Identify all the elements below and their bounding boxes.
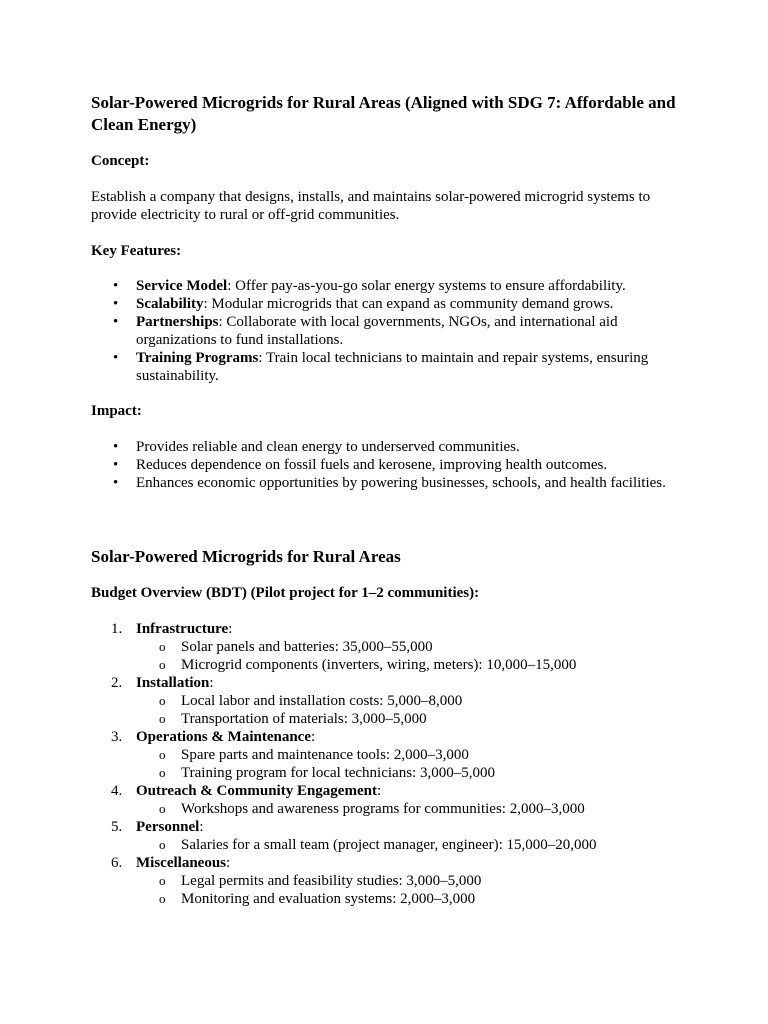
circle-bullet-icon: o [159, 765, 166, 780]
bullet-icon: • [113, 439, 119, 455]
budget-subitem: o Microgrid components (inverters, wiring, meters): 10,000–15,000 [159, 657, 577, 673]
budget-subitems [136, 638, 691, 674]
feature-term: Service Model [136, 278, 228, 294]
category-name: Miscellaneous [136, 855, 226, 871]
budget-category: 5. Personnel: o Salaries for a small team (project manager, engineer): 15,000–20,000 [91, 818, 691, 854]
budget-category: 2. Installation: o Local labor and installation costs: 5,000–8,000 o Transportation of materials: 3,000–5,000 [91, 674, 691, 728]
budget-subitem: o Solar panels and batteries: 35,000–55,000 [159, 639, 433, 655]
budget-subitems [136, 836, 691, 854]
budget-category: 1. Infrastructure: o Solar panels and batteries: 35,000–55,000 o Microgrid components (inverters, wiring, meters): 10,000–15,000 [91, 620, 691, 674]
budget-category: 4. Outreach & Community Engagement: o Workshops and awareness programs for communities: 2,000–3,000 [91, 782, 691, 818]
circle-bullet-icon: o [159, 891, 166, 906]
category-name: Infrastructure [136, 621, 229, 637]
circle-bullet-icon: o [159, 837, 166, 852]
feature-text: : Train local technicians to maintain and repair systems, ensuring sustainability. [136, 350, 649, 384]
budget-subitem: o Salaries for a small team (project manager, engineer): 15,000–20,000 [159, 837, 597, 853]
budget-subitems [136, 692, 691, 728]
feature-item [91, 349, 691, 385]
budget-subitem: o Monitoring and evaluation systems: 2,000–3,000 [159, 891, 476, 907]
feature-item [91, 295, 691, 313]
bullet-icon: • [113, 314, 119, 330]
budget-subitem: o Legal permits and feasibility studies: 3,000–5,000 [159, 873, 482, 889]
feature-term: Scalability [136, 296, 204, 312]
feature-text: : Collaborate with local governments, NGOs, and international aid organizations to fund installations. [136, 314, 618, 348]
category-name: Installation [136, 675, 210, 691]
budget-subitem: o Local labor and installation costs: 5,000–8,000 [159, 693, 463, 709]
budget-subitem: o Spare parts and maintenance tools: 2,000–3,000 [159, 747, 469, 763]
concept-label: Concept: [91, 153, 150, 169]
impact-list [91, 438, 691, 492]
bullet-icon: • [113, 350, 119, 366]
feature-term: Partnerships [136, 314, 219, 330]
circle-bullet-icon: o [159, 801, 166, 816]
key-features-label: Key Features: [91, 243, 182, 259]
category-name: Personnel [136, 819, 200, 835]
section2-title: Solar-Powered Microgrids for Rural Areas [91, 547, 401, 566]
circle-bullet-icon: o [159, 747, 166, 762]
budget-list [91, 620, 691, 908]
section1-title: Solar-Powered Microgrids for Rural Areas (Aligned with SDG 7: Affordable and Clean Energy) [91, 93, 676, 134]
impact-label: Impact: [91, 403, 142, 419]
bullet-icon: • [113, 475, 119, 491]
feature-text: : Modular microgrids that can expand as community demand grows. [203, 296, 614, 312]
impact-item: • Enhances economic opportunities by powering businesses, schools, and health facilities. [113, 475, 666, 491]
category-name: Outreach & Community Engagement [136, 783, 377, 799]
circle-bullet-icon: o [159, 639, 166, 654]
budget-subitem: o Workshops and awareness programs for communities: 2,000–3,000 [159, 801, 585, 817]
category-name: Operations & Maintenance [136, 729, 311, 745]
bullet-icon: • [113, 457, 119, 473]
concept-text: Establish a company that designs, installs, and maintains solar-powered microgrid systems to provide electricity to rural or off-grid communities. [91, 189, 651, 223]
budget-category: 6. Miscellaneous: o Legal permits and feasibility studies: 3,000–5,000 o Monitoring and evaluation systems: 2,000–3,000 [91, 854, 691, 908]
budget-subitems [136, 746, 691, 782]
circle-bullet-icon: o [159, 711, 166, 726]
circle-bullet-icon: o [159, 657, 166, 672]
feature-item [91, 277, 691, 295]
bullet-icon: • [113, 296, 119, 312]
bullet-icon: • [113, 278, 119, 294]
feature-text: : Offer pay-as-you-go solar energy systems to ensure affordability. [227, 278, 626, 294]
impact-item: • Reduces dependence on fossil fuels and kerosene, improving health outcomes. [113, 457, 608, 473]
budget-subitem: o Training program for local technicians: 3,000–5,000 [159, 765, 495, 781]
budget-subitems [136, 872, 691, 908]
budget-subitems [136, 800, 691, 818]
key-features-list [91, 277, 691, 385]
circle-bullet-icon: o [159, 873, 166, 888]
circle-bullet-icon: o [159, 693, 166, 708]
feature-item [91, 313, 691, 349]
impact-item: • Provides reliable and clean energy to underserved communities. [113, 439, 520, 455]
budget-category: 3. Operations & Maintenance: o Spare parts and maintenance tools: 2,000–3,000 o Training program for local technicians: 3,000–5,000 [91, 728, 691, 782]
budget-subitem: o Transportation of materials: 3,000–5,000 [159, 711, 427, 727]
feature-term: Training Programs [136, 350, 259, 366]
budget-overview-label: Budget Overview (BDT) (Pilot project for 1–2 communities): [91, 585, 480, 601]
